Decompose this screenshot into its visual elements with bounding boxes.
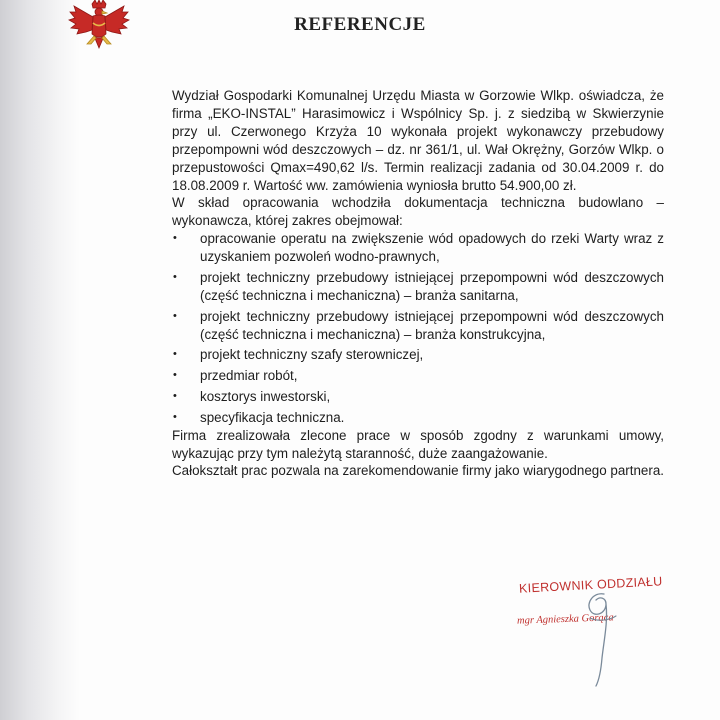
stamp-name: mgr Agnieszka Gorąca xyxy=(516,612,614,627)
bullet-icon: • xyxy=(173,369,177,382)
bullet-icon: • xyxy=(173,232,177,245)
intro-paragraph: Wydział Gospodarki Komunalnej Urzędu Miasta w Gorzowie Wlkp. oświadcza, że firma „EKO-INSTAL” Harasimowicz i Wspólnicy Sp. j. z siedzibą w Skwierzynie przy ul. Czerwonego Krzyża 10 wykonała projekt wykonawczy przebudowy przepompowni wód deszczowych – dz. nr 361/1, ul. Wał Okrężny, Gorzów Wlkp. o przepustowości Qmax=490,62 l/s. Termin realizacji zadania od 30.04.2009 r. do 18.08.2009 r. Wartość ww. zamówienia wyniosła brutto 54.900,00 zł. xyxy=(172,88,664,193)
scope-item-text: przedmiar robót, xyxy=(200,368,298,384)
scope-list-item xyxy=(172,269,664,305)
scope-item-text: opracowanie operatu na zwiększenie wód opadowych do rzeki Warty wraz z uzyskaniem pozwoleń wodno-prawnych, xyxy=(200,231,664,265)
handwritten-signature xyxy=(566,588,636,688)
scope-item-text: projekt techniczny przebudowy istniejącej przepompowni wód deszczowych (część techniczna i mechaniczna) – branża konstrukcyjna, xyxy=(200,308,664,342)
scope-item-text: projekt techniczny szafy sterowniczej, xyxy=(200,347,424,363)
scope-list-item xyxy=(172,230,664,266)
bullet-icon: • xyxy=(173,410,177,423)
stamp-title: KIEROWNIK ODDZIAŁU xyxy=(518,574,663,596)
scope-item-text: specyfikacja techniczna. xyxy=(200,409,345,425)
scope-list-item xyxy=(172,308,664,344)
closing-paragraph-2: Całokształt prac pozwala na zarekomendowanie firmy jako wiarygodnego partnera. xyxy=(172,463,664,479)
bullet-icon: • xyxy=(173,389,177,402)
bullet-icon: • xyxy=(173,309,177,322)
page-left-shadow xyxy=(0,0,80,720)
scope-item-text: projekt techniczny przebudowy istniejącej przepompowni wód deszczowych (część techniczna i mechaniczna) – branża sanitarna, xyxy=(200,269,664,303)
scope-item-text: kosztorys inwestorski, xyxy=(200,388,331,404)
scope-list-item xyxy=(172,409,664,427)
document-title: REFERENCJE xyxy=(294,14,426,35)
scope-list xyxy=(172,230,664,426)
document-body xyxy=(172,87,664,480)
scope-list-item xyxy=(172,388,664,406)
scope-intro-paragraph: W skład opracowania wchodziła dokumentacja techniczna budowlano – wykonawcza, której zakres obejmował: xyxy=(172,195,664,229)
closing-paragraph-1: Firma zrealizowała zlecone prace w sposób zgodny z warunkami umowy, wykazując przy tym należytą staranność, duże zaangażowanie. xyxy=(172,427,664,461)
bullet-icon: • xyxy=(173,348,177,361)
scope-list-item xyxy=(172,367,664,385)
scope-list-item xyxy=(172,346,664,364)
bullet-icon: • xyxy=(173,270,177,283)
